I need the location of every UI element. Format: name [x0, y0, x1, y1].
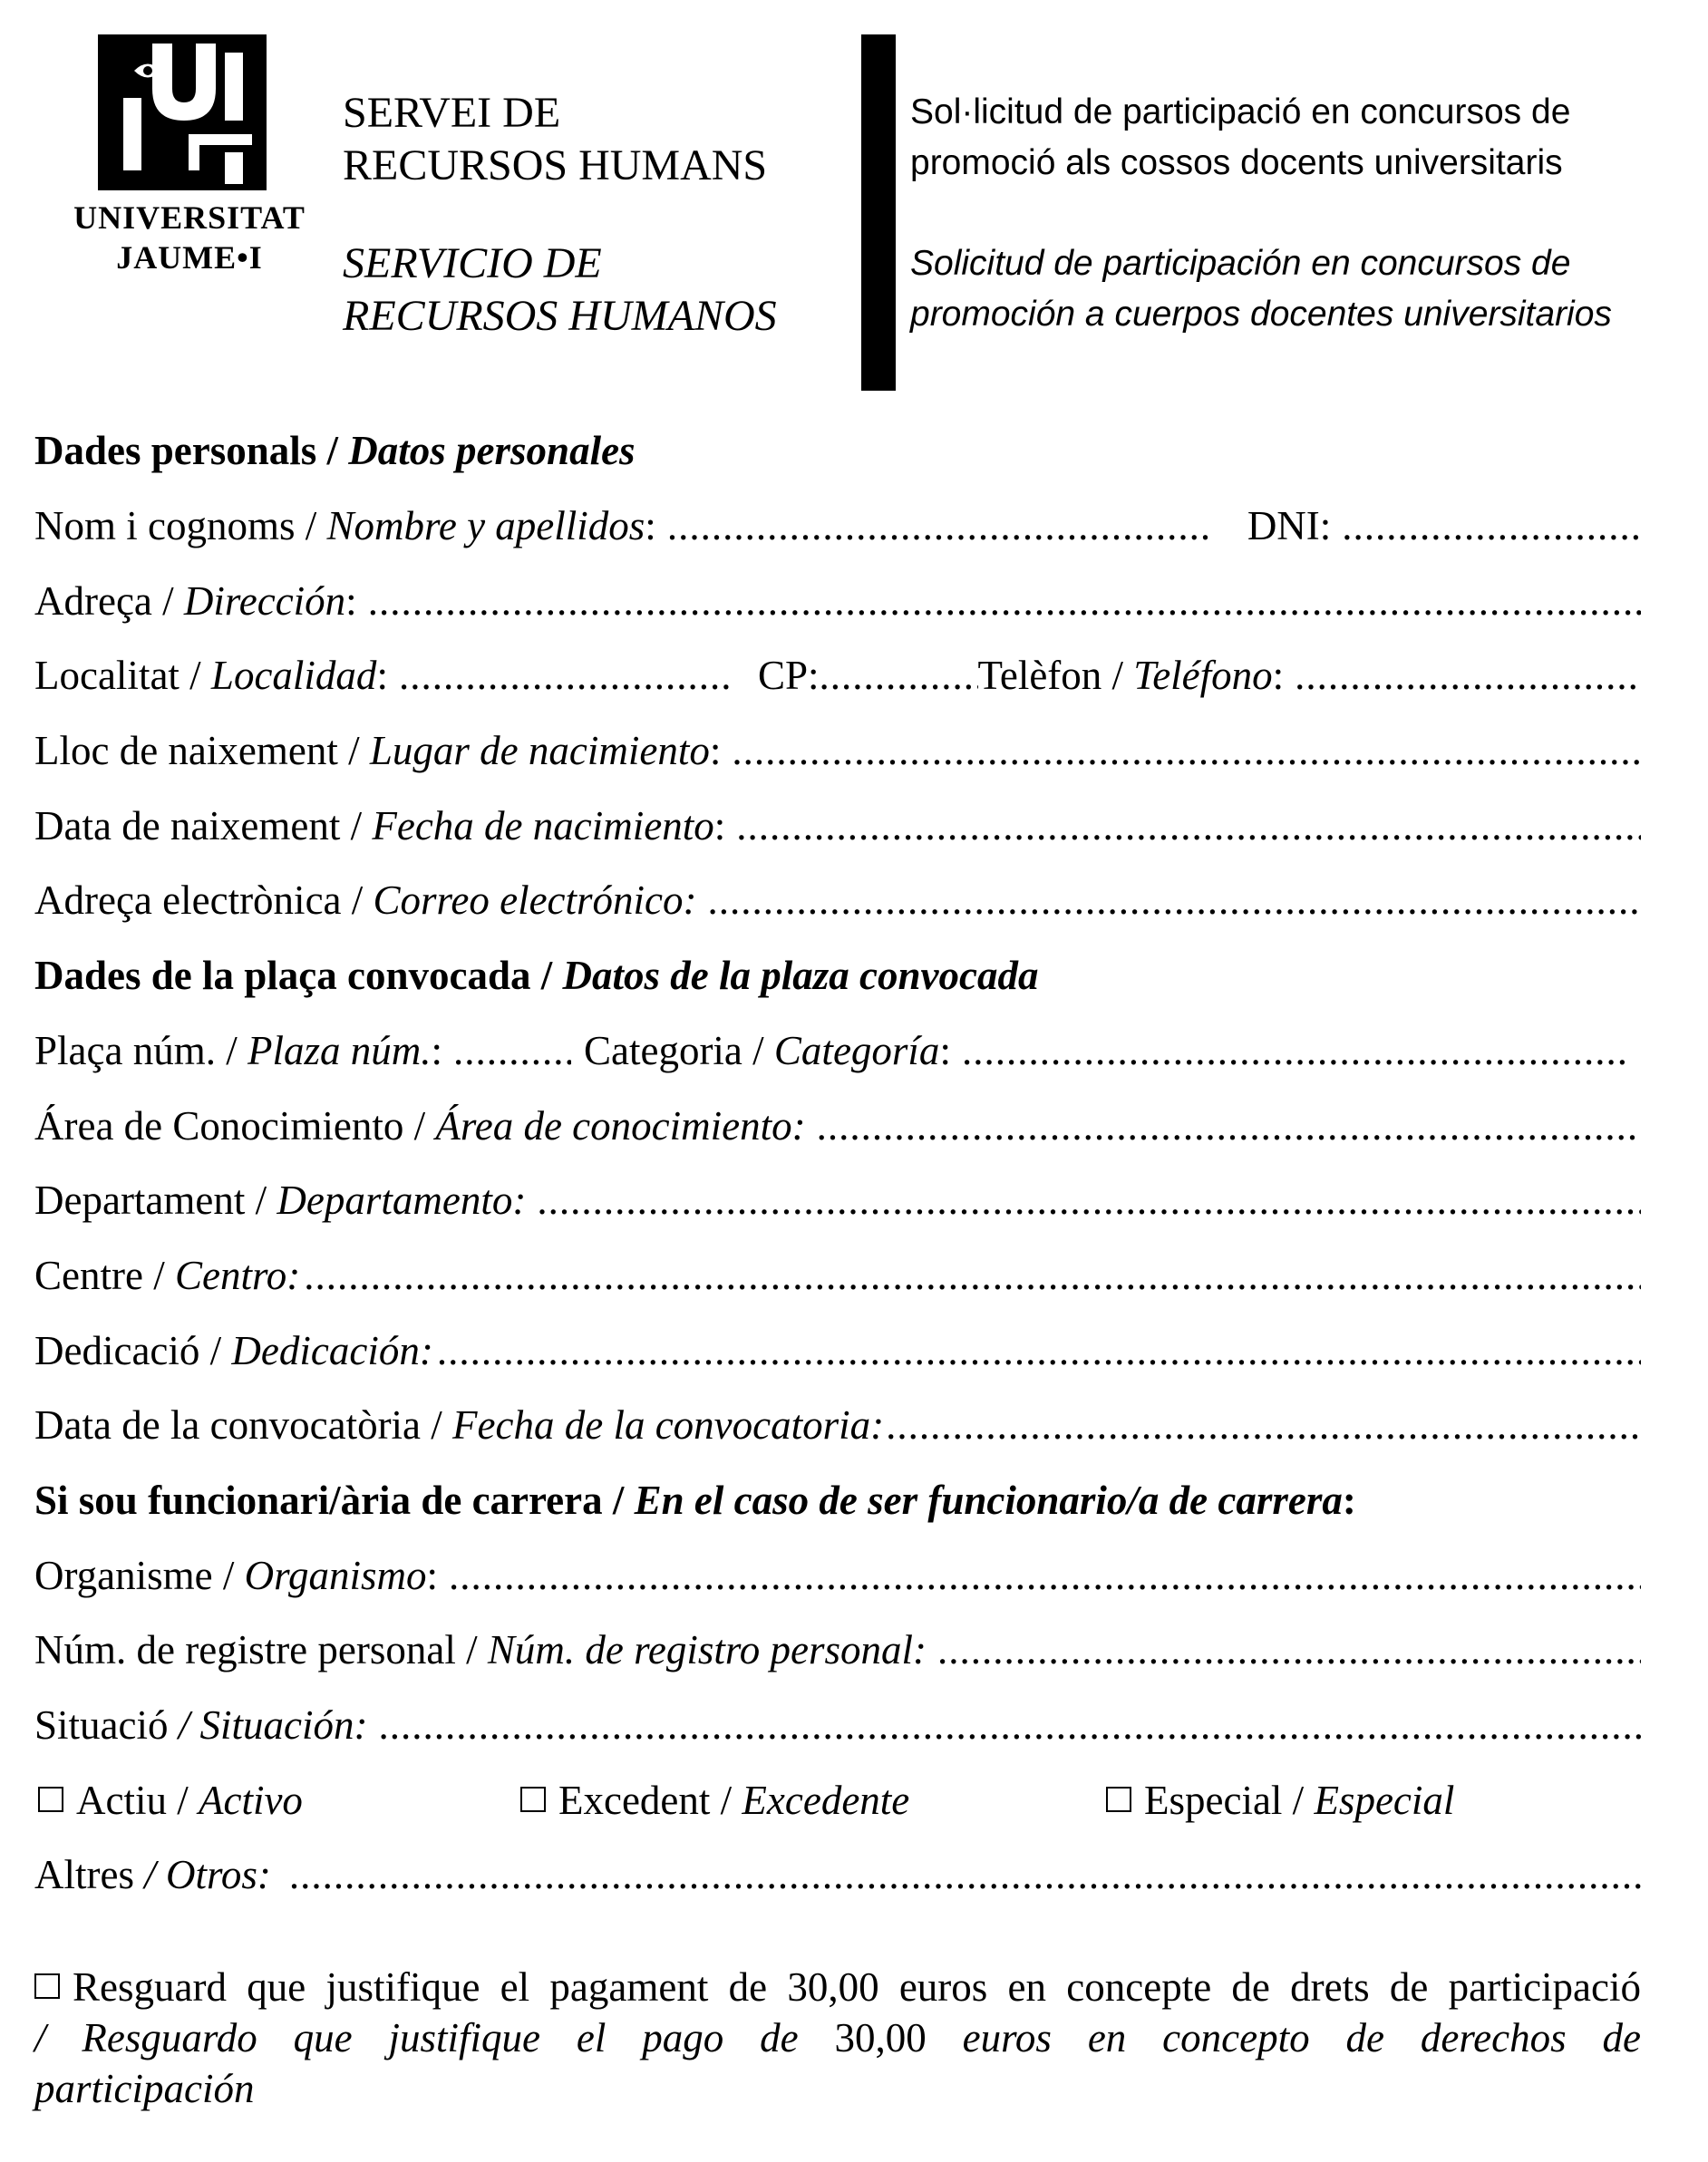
field-category-label: Categoria / Categoría: — [583, 1027, 951, 1073]
field-phone-input[interactable] — [1295, 652, 1641, 699]
option-active[interactable]: Actiu / Activo — [38, 1777, 303, 1824]
service-es-line1: SERVICIO DE — [343, 239, 602, 287]
field-center-input[interactable] — [304, 1252, 1641, 1299]
checkbox-payment-receipt[interactable] — [34, 1973, 60, 1999]
header-divider-bar — [861, 34, 896, 391]
section-position-heading: Dades de la plaça convocada / Datos de la plaza convocada — [34, 953, 1039, 999]
field-dedication-label: Dedicació / Dedicación: — [34, 1327, 433, 1373]
logo-text-jaume: JAUME•I — [116, 239, 263, 276]
service-ca-line1: SERVEI DE — [343, 89, 561, 137]
field-call-date-label: Data de la convocatòria / Fecha de la convocatoria: — [34, 1402, 885, 1449]
university-logo — [58, 34, 306, 288]
service-name — [343, 87, 777, 343]
field-address-input[interactable] — [368, 577, 1641, 625]
field-department-label: Departament / Departamento: — [34, 1178, 527, 1224]
option-leave[interactable]: Excedent / Excedente — [520, 1777, 909, 1824]
checkbox-leave[interactable] — [520, 1787, 546, 1812]
field-name-input[interactable] — [667, 502, 1211, 549]
field-birthplace-row — [34, 713, 1641, 789]
payment-receipt-es-end: participación — [34, 2066, 255, 2111]
field-locality-row — [34, 638, 1641, 713]
field-birthplace-input[interactable] — [732, 727, 1641, 774]
field-department-input[interactable] — [537, 1177, 1641, 1224]
field-name-row — [34, 489, 1641, 564]
field-others-label: Altres / Otros: — [34, 1852, 271, 1898]
field-category-input[interactable] — [962, 1027, 1630, 1074]
field-dni-label: DNI: — [1247, 503, 1332, 549]
checkbox-special[interactable] — [1106, 1787, 1131, 1812]
field-dedication-input[interactable] — [437, 1327, 1641, 1374]
field-locality-label: Localitat / Localidad: — [34, 653, 388, 699]
field-locality-input[interactable] — [399, 652, 734, 699]
field-situation-input[interactable] — [378, 1701, 1641, 1749]
university-jaume-i-logo-icon — [98, 34, 267, 190]
service-ca-line2: RECURSOS HUMANS — [343, 141, 768, 189]
title-ca-line1: Sol·licitud de participació en concursos de — [910, 92, 1571, 131]
field-call-date-row — [34, 1388, 1641, 1463]
checkbox-active[interactable] — [38, 1787, 63, 1812]
logo-text-university: UNIVERSITAT — [73, 199, 306, 236]
field-registry-label: Núm. de registre personal / Núm. de registro personal: — [34, 1627, 927, 1673]
field-address-label: Adreça / Dirección: — [34, 577, 357, 624]
field-registry-input[interactable] — [937, 1626, 1641, 1673]
payment-receipt — [34, 1962, 1641, 2114]
field-birthdate-input[interactable] — [736, 802, 1641, 849]
field-situation-label: Situació / Situación: — [34, 1702, 368, 1749]
title-es-line1: Solicitud de participación en concursos de — [910, 244, 1571, 283]
option-special[interactable]: Especial / Especial — [1106, 1777, 1454, 1824]
field-position-number-row — [34, 1013, 1641, 1089]
field-area-row — [34, 1088, 1641, 1163]
field-birthdate-row — [34, 788, 1641, 863]
payment-receipt-es: / Resguardo que justifique el pago de 30,00 euros en concepto de derechos de — [34, 2015, 1641, 2060]
field-phone-label: Telèfon / Teléfono: — [977, 653, 1285, 699]
field-area-label: Área de Conocimiento / Área de conocimiento: — [34, 1102, 806, 1149]
field-center-row — [34, 1238, 1641, 1314]
field-email-label: Adreça electrònica / Correo electrónico: — [34, 877, 697, 924]
field-others-input[interactable] — [289, 1851, 1641, 1898]
field-department-row — [34, 1163, 1641, 1238]
application-form — [34, 413, 1641, 1913]
field-center-label: Centre / Centro: — [34, 1252, 301, 1298]
field-address-row — [34, 563, 1641, 638]
field-position-number-input[interactable] — [453, 1027, 571, 1074]
field-registry-row — [34, 1613, 1641, 1688]
field-birthdate-label: Data de naixement / Fecha de nacimiento: — [34, 802, 726, 848]
field-dedication-row — [34, 1313, 1641, 1388]
field-call-date-input[interactable] — [886, 1401, 1641, 1449]
payment-receipt-ca: Resguard que justifique el pagament de 30,00 euros en concepte de drets de participació — [34, 1962, 1641, 2012]
field-email-row — [34, 863, 1641, 938]
section-personal-heading: Dades personals / Datos personales — [34, 428, 636, 474]
field-email-input[interactable] — [708, 877, 1641, 924]
field-position-number-label: Plaça núm. / Plaza núm.: — [34, 1027, 442, 1073]
field-organism-input[interactable] — [449, 1552, 1641, 1599]
field-others-row — [34, 1837, 1641, 1913]
form-title — [910, 87, 1690, 340]
situation-options — [34, 1762, 1641, 1837]
field-area-input[interactable] — [817, 1102, 1641, 1149]
field-name-label: Nom i cognoms / Nombre y apellidos: — [34, 503, 656, 549]
field-dni-input[interactable] — [1342, 502, 1641, 549]
field-situation-row — [34, 1688, 1641, 1763]
field-birthplace-label: Lloc de naixement / Lugar de nacimiento: — [34, 728, 722, 774]
field-organism-row — [34, 1537, 1641, 1613]
field-cp-label: CP: — [757, 653, 820, 699]
title-ca-line2: promoció als cossos docents universitaris — [910, 143, 1563, 182]
field-cp-input[interactable] — [820, 652, 978, 699]
service-es-line2: RECURSOS HUMANOS — [343, 292, 777, 340]
field-organism-label: Organisme / Organismo: — [34, 1552, 439, 1598]
title-es-line2: promoción a cuerpos docentes universitarios — [910, 295, 1612, 334]
section-civil-servant-heading: Si sou funcionari/ària de carrera / En el caso de ser funcionario/a de carrera : — [34, 1477, 1356, 1523]
